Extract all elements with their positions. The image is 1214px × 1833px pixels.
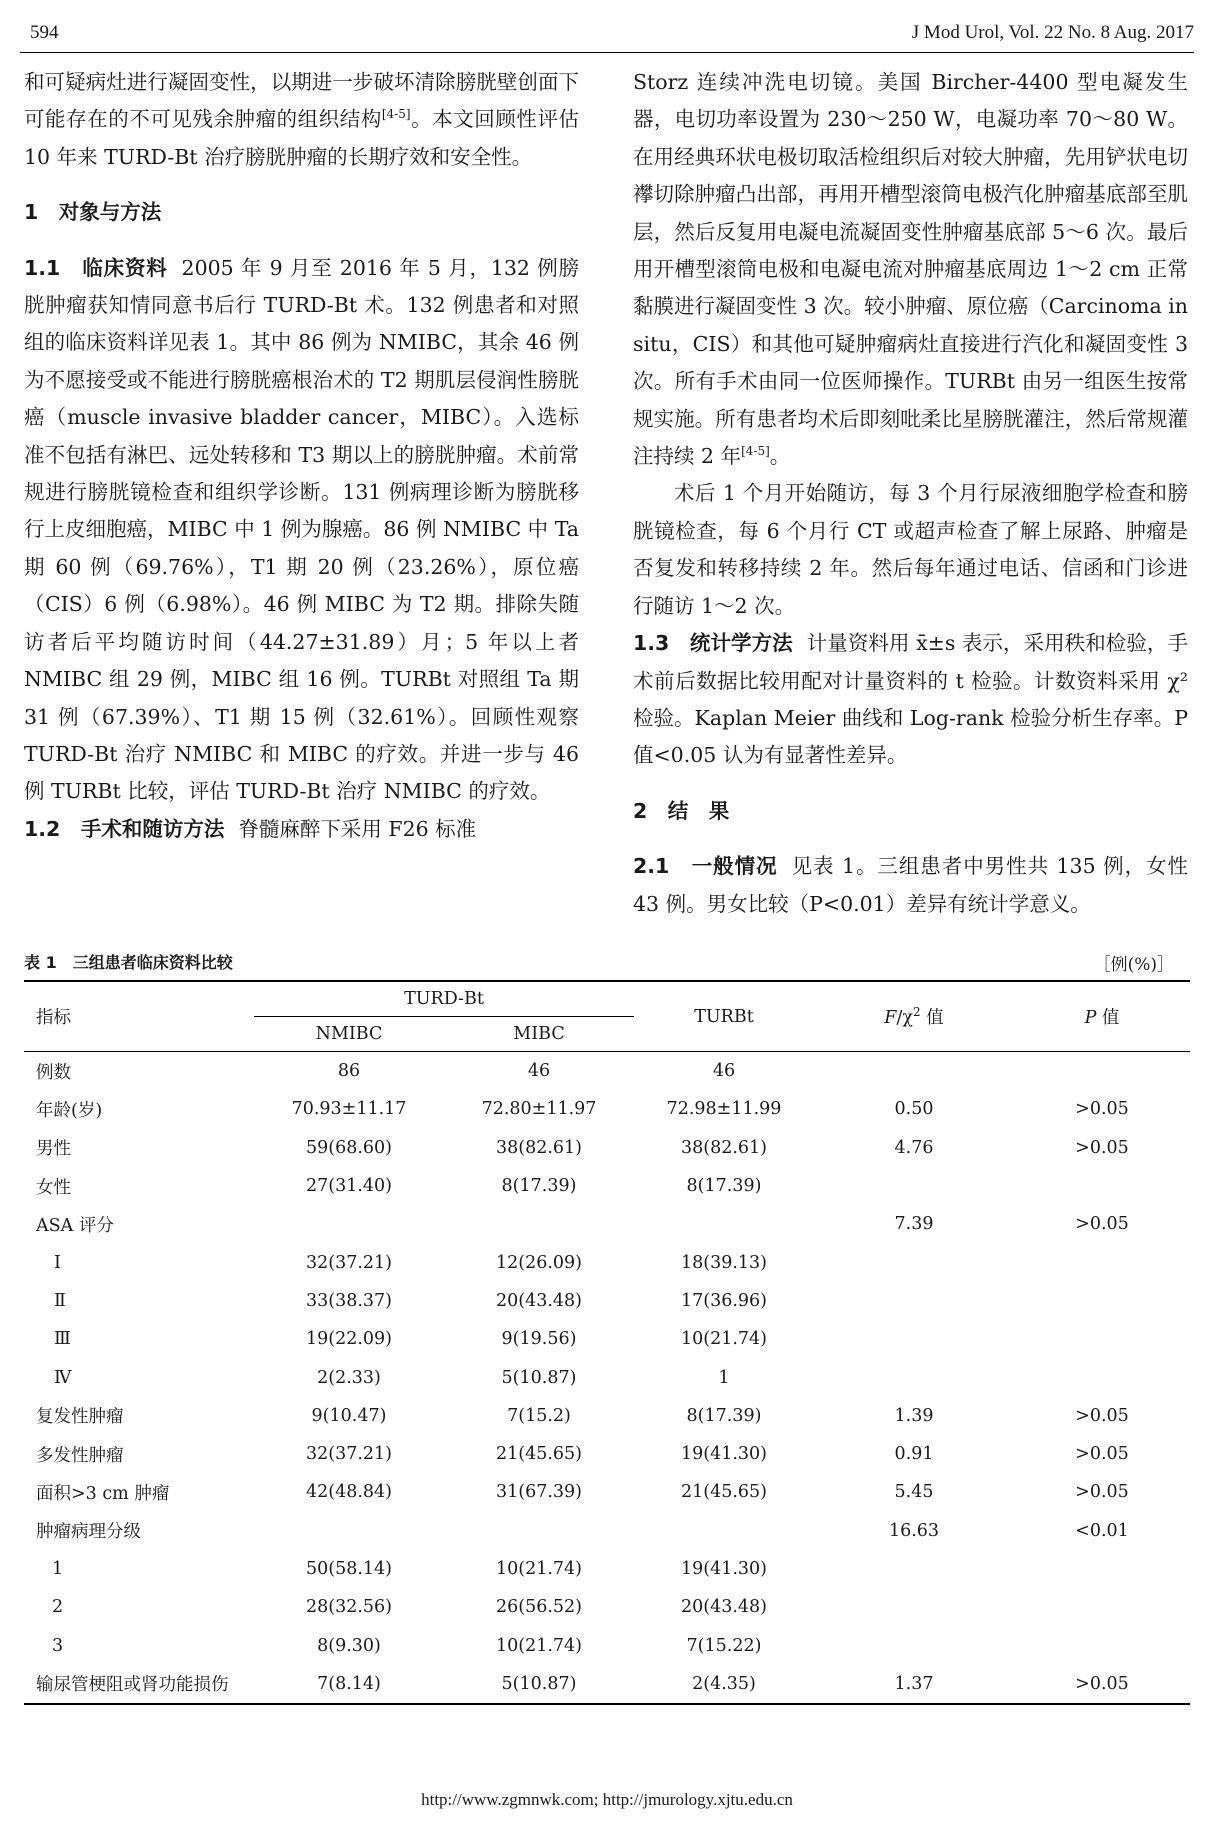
row-label: 肿瘤病理分级 [36,1522,141,1543]
table-row [24,1473,1190,1511]
row-label: 多发性肿瘤 [36,1445,124,1466]
cell-nmibc: 32(37.21) [305,1252,393,1273]
row-label: 女性 [36,1177,71,1198]
cell-turbt: 8(17.39) [686,1176,762,1197]
cell-nmibc: 59(68.60) [305,1137,393,1158]
cell-p-value: >0.05 [1075,1214,1129,1235]
clinical-data-paragraph [24,250,579,811]
table-row [24,1205,1190,1243]
general-results-text: 见表 1。三组患者中男性共 135 例，女性 43 例。男女比较（P<0.01）差异有统计学意义。 [633,854,1188,916]
cell-statistic [814,1167,1014,1205]
cell-p-value [1014,1358,1190,1396]
cell-p-value: >0.05 [1075,1099,1129,1120]
cell-nmibc: 32(37.21) [305,1444,393,1465]
row-label: Ⅳ [54,1367,72,1388]
subsection-heading-statistics: 1.3 统计学方法 [633,631,793,656]
header-p-value: P 值 [1084,1008,1120,1028]
cell-p-value: <0.01 [1075,1520,1129,1541]
cell-statistic [814,1626,1014,1664]
surgery-continued-text: Storz 连续冲洗电切镜。美国 Bircher-4400 型电凝发生器，电切功率设置为 230～250 W，电凝功率 70～80 W。在用经典环状电极切取活检组织后对较大肿瘤，先用铲状电切襻切除肿瘤凸出部，再用开槽型滚筒电极汽化肿瘤基底部至肌层，然后反复用电凝电流凝固变性肿瘤基底部 5～6 次。最后用开槽型滚筒电极和电凝电流对肿瘤基底周边 1～2 cm 正常黏膜进行凝固变性 3 次。较小肿瘤、原位癌（Carcinoma in situ，CIS）和其他可疑肿瘤病灶直接进行汽化和凝固变性 3 次。所有手术由同一位医师操作。TURBt 由另一组医生按常规实施。所有患者均术后即刻吡柔比星膀胱灌注，然后常规灌注持续 2 年 [633,70,1188,469]
left-column [24,64,579,848]
cell-mibc: 5(10.87) [501,1367,577,1388]
cell-statistic: 5.45 [894,1482,934,1503]
cell-mibc: 8(17.39) [501,1176,577,1197]
cell-turbt: 10(21.74) [680,1329,768,1350]
cell-mibc: 20(43.48) [495,1290,583,1311]
cell-p-value [1014,1588,1190,1626]
general-results-paragraph [633,848,1188,923]
cell-statistic: 0.50 [894,1099,934,1120]
row-label: 2 [52,1597,64,1618]
row-label: 男性 [36,1139,71,1160]
cell-statistic [814,1282,1014,1320]
cell-p-value [1014,1320,1190,1358]
cell-mibc: 10(21.74) [495,1559,583,1579]
cell-mibc: 21(45.65) [495,1444,583,1465]
section-heading-methods: 1 对象与方法 [24,200,162,225]
cell-mibc: 26(56.52) [495,1597,583,1618]
table-row [24,1665,1190,1704]
cell-statistic: 16.63 [888,1520,940,1541]
table-row [24,1320,1190,1358]
cell-mibc: 7(15.2) [507,1405,571,1426]
followup-paragraph: 术后 1 个月开始随访，每 3 个月行尿液细胞学检查和膀胱镜检查，每 6 个月行 CT 或超声检查了解上尿路、肿瘤是否复发和转移持续 2 年。然后每年通过电话、信函和门诊进行随访 1～2 次。 [633,481,1188,618]
cell-turbt: 2(4.35) [692,1673,756,1694]
cell-turbt: 72.98±11.99 [666,1099,782,1120]
cell-statistic [814,1052,1014,1091]
cell-nmibc [254,1512,444,1550]
table-row [24,1588,1190,1626]
cell-mibc [444,1205,634,1243]
table-row [24,1512,1190,1550]
row-label: Ⅲ [54,1329,71,1350]
reference-mark: [4-5] [381,107,411,122]
cell-nmibc: 7(8.14) [317,1673,381,1694]
article-body [24,64,1190,964]
subsection-heading-general: 2.1 一般情况 [633,854,778,879]
table-row [24,1282,1190,1320]
row-label: Ⅰ [54,1252,61,1273]
header-mibc: MIBC [513,1024,565,1044]
row-label: 例数 [36,1062,71,1083]
header-indicator: 指标 [36,1008,71,1028]
cell-p-value: >0.05 [1075,1673,1129,1694]
cell-turbt: 46 [712,1061,736,1082]
cell-p-value: >0.05 [1075,1405,1129,1426]
row-label: 输尿管梗阻或肾功能损伤 [36,1675,229,1696]
cell-mibc: 72.80±11.97 [481,1099,597,1120]
cell-statistic [814,1243,1014,1281]
cell-mibc: 10(21.74) [495,1635,583,1656]
subsection-heading-surgery: 1.2 手术和随访方法 [24,816,225,841]
table-body [24,1052,1190,1705]
cell-p-value [1014,1052,1190,1091]
cell-turbt: 18(39.13) [680,1252,768,1273]
cell-p-value [1014,1550,1190,1588]
table-unit: ［例(%)］ [1093,955,1174,975]
row-label: Ⅱ [54,1290,66,1311]
cell-nmibc: 50(58.14) [305,1559,393,1579]
row-label: 复发性肿瘤 [36,1407,124,1428]
intro-text: 和可疑病灶进行凝固变性，以期进一步破坏清除膀胱壁创面下可能存在的不可见残余肿瘤的组织结构 [24,70,579,132]
cell-turbt: 8(17.39) [686,1405,762,1426]
cell-turbt [634,1512,814,1550]
header-turd-bt: TURD-Bt [254,981,634,1017]
cell-statistic: 0.91 [894,1444,934,1465]
cell-statistic: 7.39 [894,1214,934,1235]
cell-nmibc: 19(22.09) [305,1329,393,1350]
cell-turbt: 17(36.96) [680,1290,768,1311]
cell-turbt: 38(82.61) [680,1137,768,1158]
section-heading-results: 2 结 果 [633,798,730,823]
cell-nmibc: 28(32.56) [305,1597,393,1618]
surgery-continued-tail: 。 [769,444,791,469]
table-header-row [24,981,1190,1017]
cell-mibc: 12(26.09) [495,1252,583,1273]
cell-statistic [814,1320,1014,1358]
cell-p-value: >0.05 [1075,1137,1129,1158]
cell-nmibc: 9(10.47) [311,1405,387,1426]
cell-p-value [1014,1626,1190,1664]
cell-turbt: 21(45.65) [680,1482,768,1503]
cell-turbt [634,1205,814,1243]
cell-p-value: >0.05 [1075,1482,1129,1503]
table-caption: 表 1 三组患者临床资料比较 [24,953,233,972]
row-label: 面积>3 cm 肿瘤 [36,1483,170,1504]
table-row [24,1397,1190,1435]
cell-mibc: 5(10.87) [501,1673,577,1694]
cell-nmibc: 8(9.30) [317,1635,381,1656]
cell-nmibc [254,1205,444,1243]
cell-p-value [1014,1282,1190,1320]
surgery-continued-paragraph [633,64,1188,475]
statistics-paragraph [633,625,1188,775]
cell-p-value: >0.05 [1075,1444,1129,1465]
cell-turbt: 20(43.48) [680,1597,768,1618]
cell-mibc [444,1512,634,1550]
cell-turbt: 1 [718,1367,730,1388]
cell-statistic [814,1550,1014,1588]
cell-p-value [1014,1243,1190,1281]
row-label: 1 [52,1559,64,1579]
surgery-paragraph [24,811,579,848]
table-row [24,1052,1190,1091]
page-footer: http://www.zgmnwk.com; http://jmurology.xjtu.edu.cn [421,1790,793,1809]
reference-mark: [4-5] [741,444,770,459]
table-row [24,1243,1190,1281]
table-row [24,1358,1190,1396]
cell-nmibc: 33(38.37) [305,1290,393,1311]
header-nmibc: NMIBC [315,1024,383,1044]
header-statistic: $F/\chi^2$ 值 [884,1005,944,1028]
table-row [24,1435,1190,1473]
header-turbt: TURBt [694,1006,754,1027]
cell-statistic: 1.39 [894,1405,934,1426]
cell-nmibc: 2(2.33) [317,1367,381,1388]
cell-nmibc: 27(31.40) [305,1176,393,1197]
cell-statistic [814,1358,1014,1396]
cell-turbt: 19(41.30) [680,1559,768,1579]
table-row [24,1167,1190,1205]
cell-p-value [1014,1167,1190,1205]
surgery-text: 脊髓麻醉下采用 F26 标准 [238,816,477,841]
table-row [24,1626,1190,1664]
cell-statistic: 1.37 [894,1673,934,1694]
table-row [24,1090,1190,1128]
cell-statistic: 4.76 [894,1137,934,1158]
statistics-text: 计量资料用 x̄±s 表示，采用秩和检验，手术前后数据比较用配对计量资料的 t 检验。计数资料采用 χ² 检验。Kaplan Meier 曲线和 Log-rank 检验分析生存率。P 值<0.05 认为有显著性差异。 [633,631,1188,768]
table-row [24,1129,1190,1167]
cell-turbt: 7(15.22) [686,1635,762,1656]
row-label: 年龄(岁) [36,1100,103,1121]
right-column [633,64,1188,923]
cell-mibc: 31(67.39) [495,1482,583,1503]
page-header [20,18,1194,53]
cell-mibc: 46 [527,1061,551,1082]
clinical-data-text: 2005 年 9 月至 2016 年 5 月，132 例膀胱肿瘤获知情同意书后行 TURD-Bt 术。132 例患者和对照组的临床资料详见表 1。其中 86 例为 NMIBC，其余 46 例为不愿接受或不能进行膀胱癌根治术的 T2 期肌层侵润性膀胱癌（muscle invasive bladder cancer，MIBC）。入选标准不包括有淋巴、远处转移和 T3 期以上的膀胱肿瘤。术前常规进行膀胱镜检查和组织学诊断。131 例病理诊断为膀胱移行上皮细胞癌，MIBC 中 1 例为腺癌。86 例 NMIBC 中 Ta 期 60 例（69.76%），T1 期 20 例（23.26%），原位癌（CIS）6 例（6.98%）。46 例 MIBC 为 T2 期。排除失随访者后平均随访时间（44.27±31.89）月；5 年以上者 NMIBC 组 29 例，MIBC 组 16 例。TURBt 对照组 Ta 期 31 例（67.39%）、T1 期 15 例（32.61%）。回顾性观察 TURD-Bt 治疗 NMIBC 和 MIBC 的疗效。并进一步与 46 例 TURBt 比较，评估 TURD-Bt 治疗 NMIBC 的疗效。 [24,255,579,804]
row-label: ASA 评分 [36,1215,114,1236]
clinical-data-table [24,980,1190,1705]
cell-nmibc: 42(48.84) [305,1482,393,1503]
subsection-heading-clinical: 1.1 临床资料 [24,255,168,280]
page-number: 594 [30,22,59,43]
cell-statistic [814,1588,1014,1626]
cell-nmibc: 70.93±11.17 [291,1099,407,1120]
cell-mibc: 38(82.61) [495,1137,583,1158]
row-label: 3 [52,1635,64,1656]
cell-nmibc: 86 [337,1061,361,1082]
intro-text-tail: 。本文回顾性评估 10 年来 TURD-Bt 治疗膀胱肿瘤的长期疗效和安全性。 [24,107,580,169]
intro-paragraph [24,64,579,176]
cell-mibc: 9(19.56) [501,1329,577,1350]
table-row [24,1550,1190,1588]
journal-citation: J Mod Urol, Vol. 22 No. 8 Aug. 2017 [911,22,1194,43]
cell-turbt: 19(41.30) [680,1444,768,1465]
